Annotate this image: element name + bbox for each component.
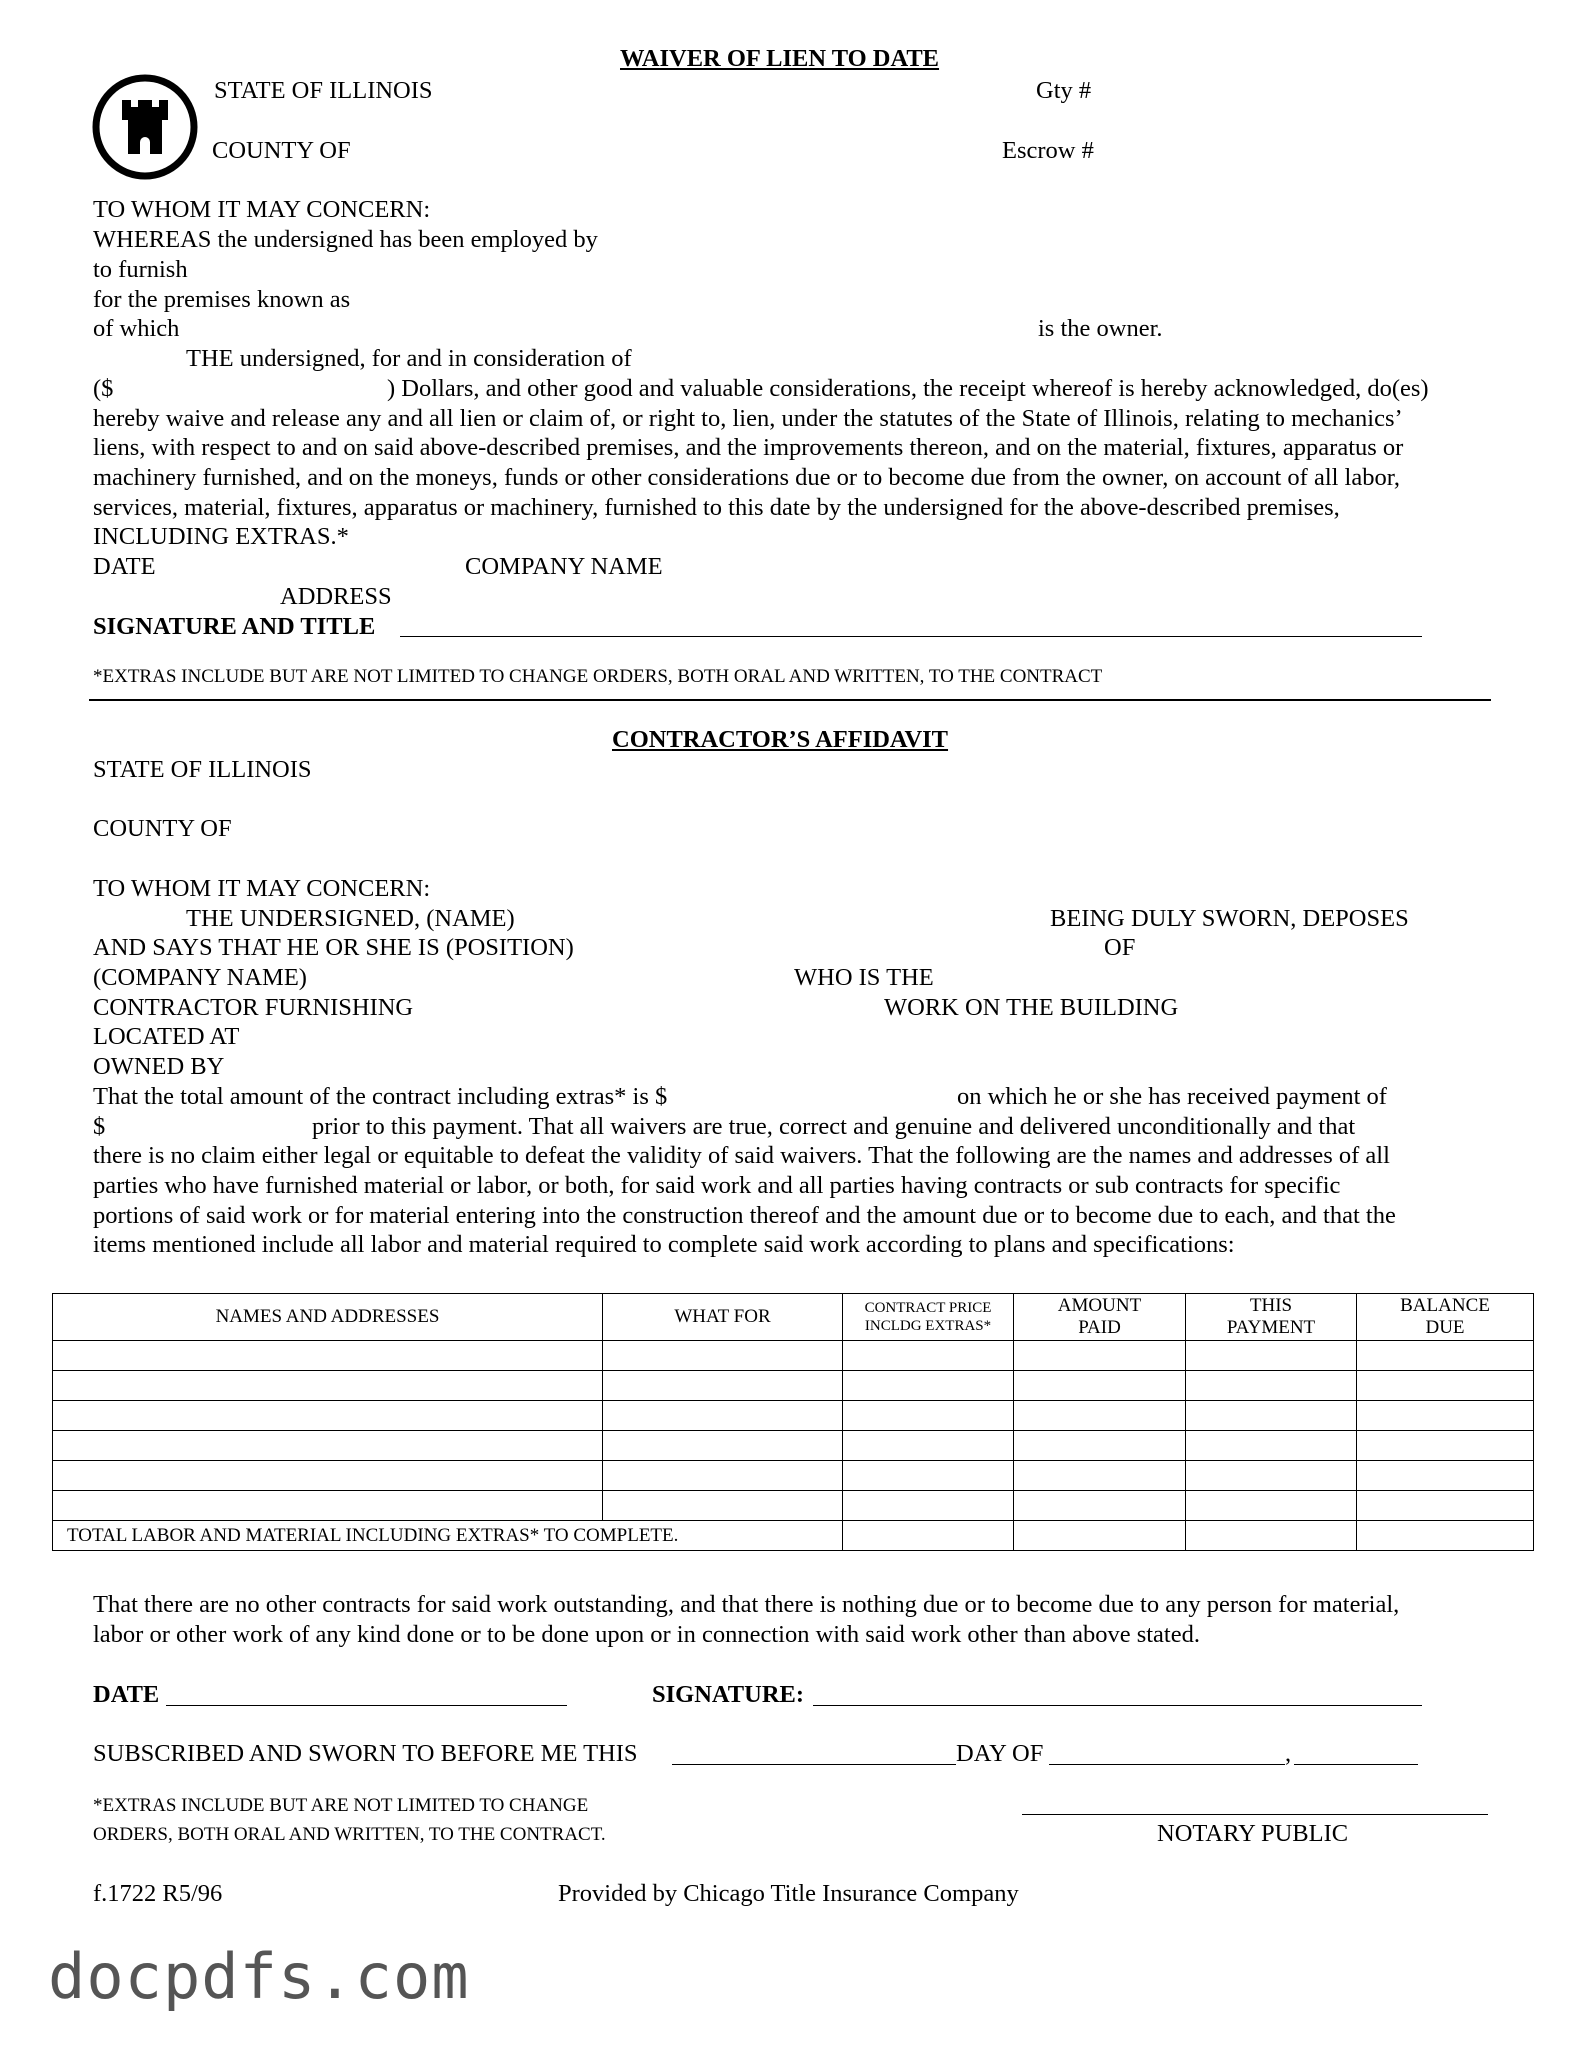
affidavit-duly-sworn: BEING DULY SWORN, DEPOSES: [1050, 905, 1409, 932]
affidavit-located: LOCATED AT: [93, 1023, 240, 1050]
day-of-comma: ,: [1285, 1740, 1292, 1767]
no-other-line-2: labor or other work of any kind done or to be done upon or in connection with said work other than above stated.: [93, 1621, 1200, 1648]
affidavit-contractor: CONTRACTOR FURNISHING: [93, 994, 414, 1021]
waiver-gty: Gty #: [1036, 77, 1092, 104]
waiver-consideration: THE undersigned, for and in consideration of: [186, 345, 632, 372]
affidavit-extras-1: *EXTRAS INCLUDE BUT ARE NOT LIMITED TO CHANGE: [93, 1795, 589, 1816]
table-row[interactable]: [53, 1341, 1534, 1371]
waiver-body-line-3: liens, with respect to and on said above-described premises, and the improvements thereon, and on the material, fixtures, apparatus or: [93, 434, 1404, 461]
col-this-payment: THIS PAYMENT: [1186, 1294, 1357, 1341]
affidavit-owned: OWNED BY: [93, 1053, 225, 1080]
subscribed-label: SUBSCRIBED AND SWORN TO BEFORE ME THIS: [93, 1740, 638, 1767]
affidavit-signature-label: SIGNATURE:: [652, 1681, 805, 1708]
waiver-signature-line[interactable]: [400, 636, 1422, 637]
waiver-escrow: Escrow #: [1002, 137, 1094, 164]
waiver-body-line-5: services, material, fixtures, apparatus or machinery, furnished to this date by the undersigned for the above-described premises,: [93, 494, 1340, 521]
affidavit-of: OF: [1104, 934, 1136, 961]
waiver-premises: for the premises known as: [93, 286, 351, 313]
col-amount-paid: AMOUNT PAID: [1014, 1294, 1186, 1341]
table-total-row[interactable]: [53, 1521, 1534, 1551]
waiver-body-line-4: machinery furnished, and on the moneys, funds or other considerations due or to become due from the owner, on account of all labor,: [93, 464, 1401, 491]
affidavit-para-line-3: parties who have furnished material or labor, or both, for said work and all parties having contracts or sub contracts for specific: [93, 1172, 1341, 1199]
col-balance-due: BALANCE DUE: [1357, 1294, 1534, 1341]
day-of-year-line[interactable]: [1294, 1764, 1418, 1765]
waiver-to-whom: TO WHOM IT MAY CONCERN:: [93, 196, 431, 223]
affidavit-para-line-4: portions of said work or for material entering into the construction thereof and the amount due or to become due to each, and that the: [93, 1202, 1396, 1229]
notary-signature-line[interactable]: [1022, 1814, 1488, 1815]
total-row-label: TOTAL LABOR AND MATERIAL INCLUDING EXTRAS* TO COMPLETE.: [53, 1521, 843, 1551]
affidavit-to-whom: TO WHOM IT MAY CONCERN:: [93, 875, 431, 902]
subscribed-day-line[interactable]: [672, 1764, 956, 1765]
waiver-signature-label: SIGNATURE AND TITLE: [93, 613, 376, 640]
day-of-month-line[interactable]: [1049, 1764, 1285, 1765]
waiver-body-line-2: hereby waive and release any and all lien or claim of, or right to, lien, under the statutes of the State of Illinois, relating to mechanics’: [93, 405, 1403, 432]
provided-by: Provided by Chicago Title Insurance Company: [558, 1880, 1019, 1907]
col-names-addresses: NAMES AND ADDRESSES: [53, 1294, 603, 1341]
affidavit-who-is: WHO IS THE: [794, 964, 934, 991]
watermark-logo: docpdfs.com: [48, 1940, 470, 2013]
table-row[interactable]: [53, 1401, 1534, 1431]
day-of-label: DAY OF: [956, 1740, 1044, 1767]
affidavit-state: STATE OF ILLINOIS: [93, 756, 312, 783]
waiver-to-furnish: to furnish: [93, 256, 188, 283]
affidavit-undersigned: THE UNDERSIGNED, (NAME): [186, 905, 515, 932]
table-row[interactable]: [53, 1431, 1534, 1461]
waiver-body-line-1: ) Dollars, and other good and valuable considerations, the receipt whereof is hereby acknowledged, do(es): [387, 375, 1429, 402]
table-row[interactable]: [53, 1461, 1534, 1491]
affidavit-prior: prior to this payment. That all waivers are true, correct and genuine and delivered unconditionally and that: [312, 1113, 1356, 1140]
waiver-county: COUNTY OF: [212, 137, 351, 164]
notary-public-label: NOTARY PUBLIC: [1157, 1820, 1349, 1847]
col-what-for: WHAT FOR: [603, 1294, 843, 1341]
waiver-whereas: WHEREAS the undersigned has been employed by: [93, 226, 598, 253]
affidavit-para-line-5: items mentioned include all labor and material required to complete said work according to plans and specifications:: [93, 1231, 1235, 1258]
affidavit-date-label: DATE: [93, 1681, 160, 1708]
affidavit-position: AND SAYS THAT HE OR SHE IS (POSITION): [93, 934, 574, 961]
affidavit-dollar: $: [93, 1113, 106, 1140]
waiver-is-owner: is the owner.: [1038, 315, 1163, 342]
form-number: f.1722 R5/96: [93, 1880, 223, 1907]
waiver-state: STATE OF ILLINOIS: [214, 77, 433, 104]
castle-tower-icon: [92, 74, 198, 180]
waiver-address-label: ADDRESS: [280, 583, 392, 610]
waiver-company-label: COMPANY NAME: [465, 553, 663, 580]
no-other-line-1: That there are no other contracts for said work outstanding, and that there is nothing due or to become due to any person for material,: [93, 1591, 1400, 1618]
section-divider: [89, 699, 1491, 701]
table-row[interactable]: [53, 1491, 1534, 1521]
affidavit-total-amount: That the total amount of the contract including extras* is $: [93, 1083, 668, 1110]
waiver-dollar-open: ($: [93, 375, 114, 402]
affidavit-work-on: WORK ON THE BUILDING: [884, 994, 1179, 1021]
table-row[interactable]: [53, 1371, 1534, 1401]
affidavit-county: COUNTY OF: [93, 815, 232, 842]
affidavit-para-line-2: there is no claim either legal or equitable to defeat the validity of said waivers. That the following are the names and addresses of all: [93, 1142, 1390, 1169]
payments-table: [52, 1293, 1534, 1551]
affidavit-title: CONTRACTOR’S AFFIDAVIT: [612, 726, 949, 753]
waiver-of-which: of which: [93, 315, 180, 342]
affidavit-extras-2: ORDERS, BOTH ORAL AND WRITTEN, TO THE CONTRACT.: [93, 1824, 606, 1845]
affidavit-received: on which he or she has received payment of: [957, 1083, 1387, 1110]
waiver-body-line-6: INCLUDING EXTRAS.*: [93, 523, 349, 550]
col-contract-price: CONTRACT PRICE INCLDG EXTRAS*: [843, 1294, 1014, 1341]
affidavit-signature-line[interactable]: [813, 1705, 1422, 1706]
waiver-extras-note: *EXTRAS INCLUDE BUT ARE NOT LIMITED TO CHANGE ORDERS, BOTH ORAL AND WRITTEN, TO THE CONTRACT: [93, 666, 1103, 687]
affidavit-date-line[interactable]: [166, 1705, 567, 1706]
waiver-title: WAIVER OF LIEN TO DATE: [620, 45, 940, 72]
waiver-date-label: DATE: [93, 553, 156, 580]
affidavit-company: (COMPANY NAME): [93, 964, 307, 991]
